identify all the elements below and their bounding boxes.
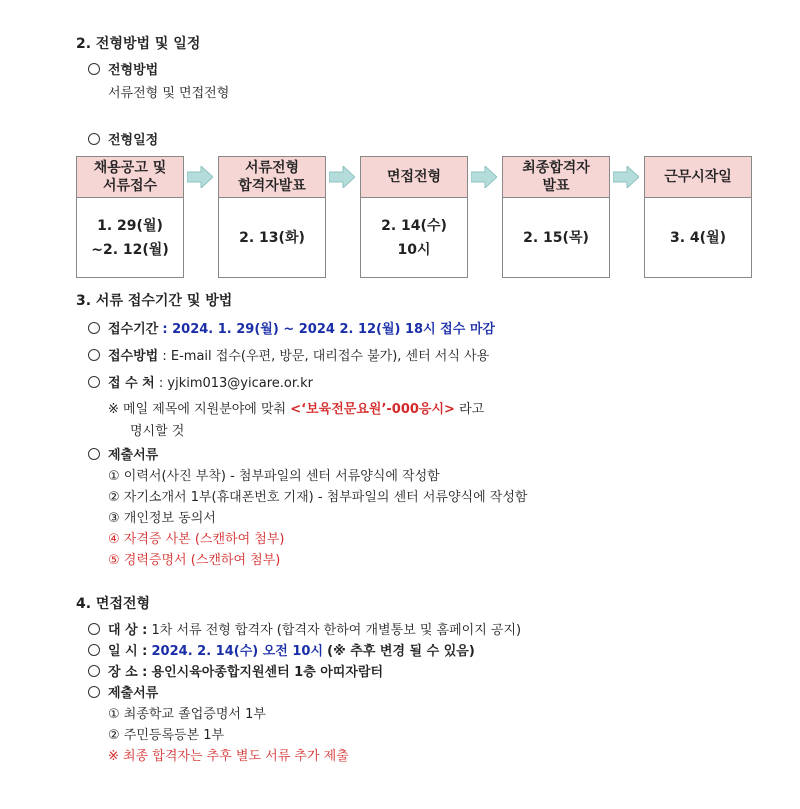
doc-item: ④ 자격증 사본 (스캔하여 첨부) (108, 532, 285, 547)
section3-title: 3. 서류 접수기간 및 방법 (76, 293, 233, 309)
section2-title: 2. 전형방법 및 일정 (76, 36, 201, 52)
interview-date-value: 2024. 2. 14(수) 오전 10시 (151, 644, 324, 659)
method-row (88, 345, 489, 364)
step-title: 근무시작일 (645, 157, 751, 198)
arrow-right-icon (329, 166, 355, 188)
target-value: 1차 서류 전형 합격자 (합격자 한하여 개별통보 및 홈페이지 공지) (151, 623, 522, 638)
schedule-step-3 (360, 156, 468, 278)
doc-item: ② 자기소개서 1부(휴대폰번호 기재) - 첨부파일의 센터 서류양식에 작성함 (108, 490, 528, 505)
step-title: 서류전형 합격자발표 (219, 157, 325, 198)
doc-item: ② 주민등록등본 1부 (108, 728, 225, 743)
interview-docs-label: 제출서류 (108, 686, 159, 701)
place-row (88, 372, 313, 391)
arrow-right-icon (471, 166, 497, 188)
interview-date-label: 일 시 : (108, 644, 148, 659)
submit-method-value: : E-mail 접수(우편, 방문, 대리접수 불가), 센터 서식 사용 (162, 349, 490, 364)
final-note: ※ 최종 합격자는 추후 별도 서류 추가 제출 (108, 749, 349, 764)
interview-place-row (88, 661, 383, 680)
circle-bullet-icon (88, 686, 100, 698)
schedule-step-1 (76, 156, 184, 278)
circle-bullet-icon (88, 376, 100, 388)
circle-bullet-icon (88, 322, 100, 334)
schedule-step-2 (218, 156, 326, 278)
step-date: 2. 14(수) 10시 (381, 218, 447, 258)
interview-docs-heading (88, 682, 158, 701)
mail-note: ※ 메일 제목에 지원분야에 맞춰 <‘보육전문요원’-000응시> 라고 (108, 402, 485, 417)
step-date: 1. 29(월) ~2. 12(월) (91, 218, 169, 258)
doc-item: ③ 개인정보 동의서 (108, 511, 216, 526)
circle-bullet-icon (88, 644, 100, 656)
method-heading (88, 59, 158, 78)
mail-note-line2: 명시할 것 (130, 424, 185, 439)
method-text: 서류전형 및 면접전형 (108, 86, 230, 101)
schedule-label: 전형일정 (108, 133, 159, 148)
period-label: 접수기간 (108, 322, 159, 337)
mail-subject-format: <‘보육전문요원’-000응시> (290, 402, 455, 417)
step-title: 면접전형 (361, 157, 467, 198)
target-label: 대 상 : (108, 623, 148, 638)
docs-label: 제출서류 (108, 448, 159, 463)
schedule-step-5 (644, 156, 752, 278)
doc-item: ① 최종학교 졸업증명서 1부 (108, 707, 266, 722)
arrow-right-icon (187, 166, 213, 188)
circle-bullet-icon (88, 349, 100, 361)
interview-place-label: 장 소 : (108, 665, 148, 680)
schedule-step-4 (502, 156, 610, 278)
method-label: 전형방법 (108, 63, 159, 78)
interview-date-row (88, 640, 475, 659)
doc-item: ⑤ 경력증명서 (스캔하여 첨부) (108, 553, 281, 568)
step-date: 2. 15(목) (523, 230, 589, 246)
place-label: 접 수 처 (108, 376, 155, 391)
submit-method-label: 접수방법 (108, 349, 159, 364)
circle-bullet-icon (88, 133, 100, 145)
target-row (88, 619, 521, 638)
section4-title: 4. 면접전형 (76, 596, 151, 612)
arrow-right-icon (613, 166, 639, 188)
step-date: 2. 13(화) (239, 230, 305, 246)
interview-place-value: 용인시육아종합지원센터 1층 아띠자람터 (151, 665, 384, 680)
circle-bullet-icon (88, 665, 100, 677)
interview-date-note: (※ 추후 변경 될 수 있음) (327, 644, 475, 659)
period-row (88, 318, 495, 337)
doc-item: ① 이력서(사진 부착) - 첨부파일의 센터 서류양식에 작성함 (108, 469, 440, 484)
docs-heading (88, 444, 158, 463)
step-title: 최종합격자 발표 (503, 157, 609, 198)
circle-bullet-icon (88, 63, 100, 75)
circle-bullet-icon (88, 448, 100, 460)
schedule-heading (88, 129, 158, 148)
period-value: : 2024. 1. 29(월) ~ 2024 2. 12(월) 18시 접수 마감 (162, 322, 495, 337)
step-title: 채용공고 및 서류접수 (77, 157, 183, 198)
circle-bullet-icon (88, 623, 100, 635)
step-date: 3. 4(월) (670, 230, 726, 246)
email-address: : yjkim013@yicare.or.kr (158, 376, 314, 391)
